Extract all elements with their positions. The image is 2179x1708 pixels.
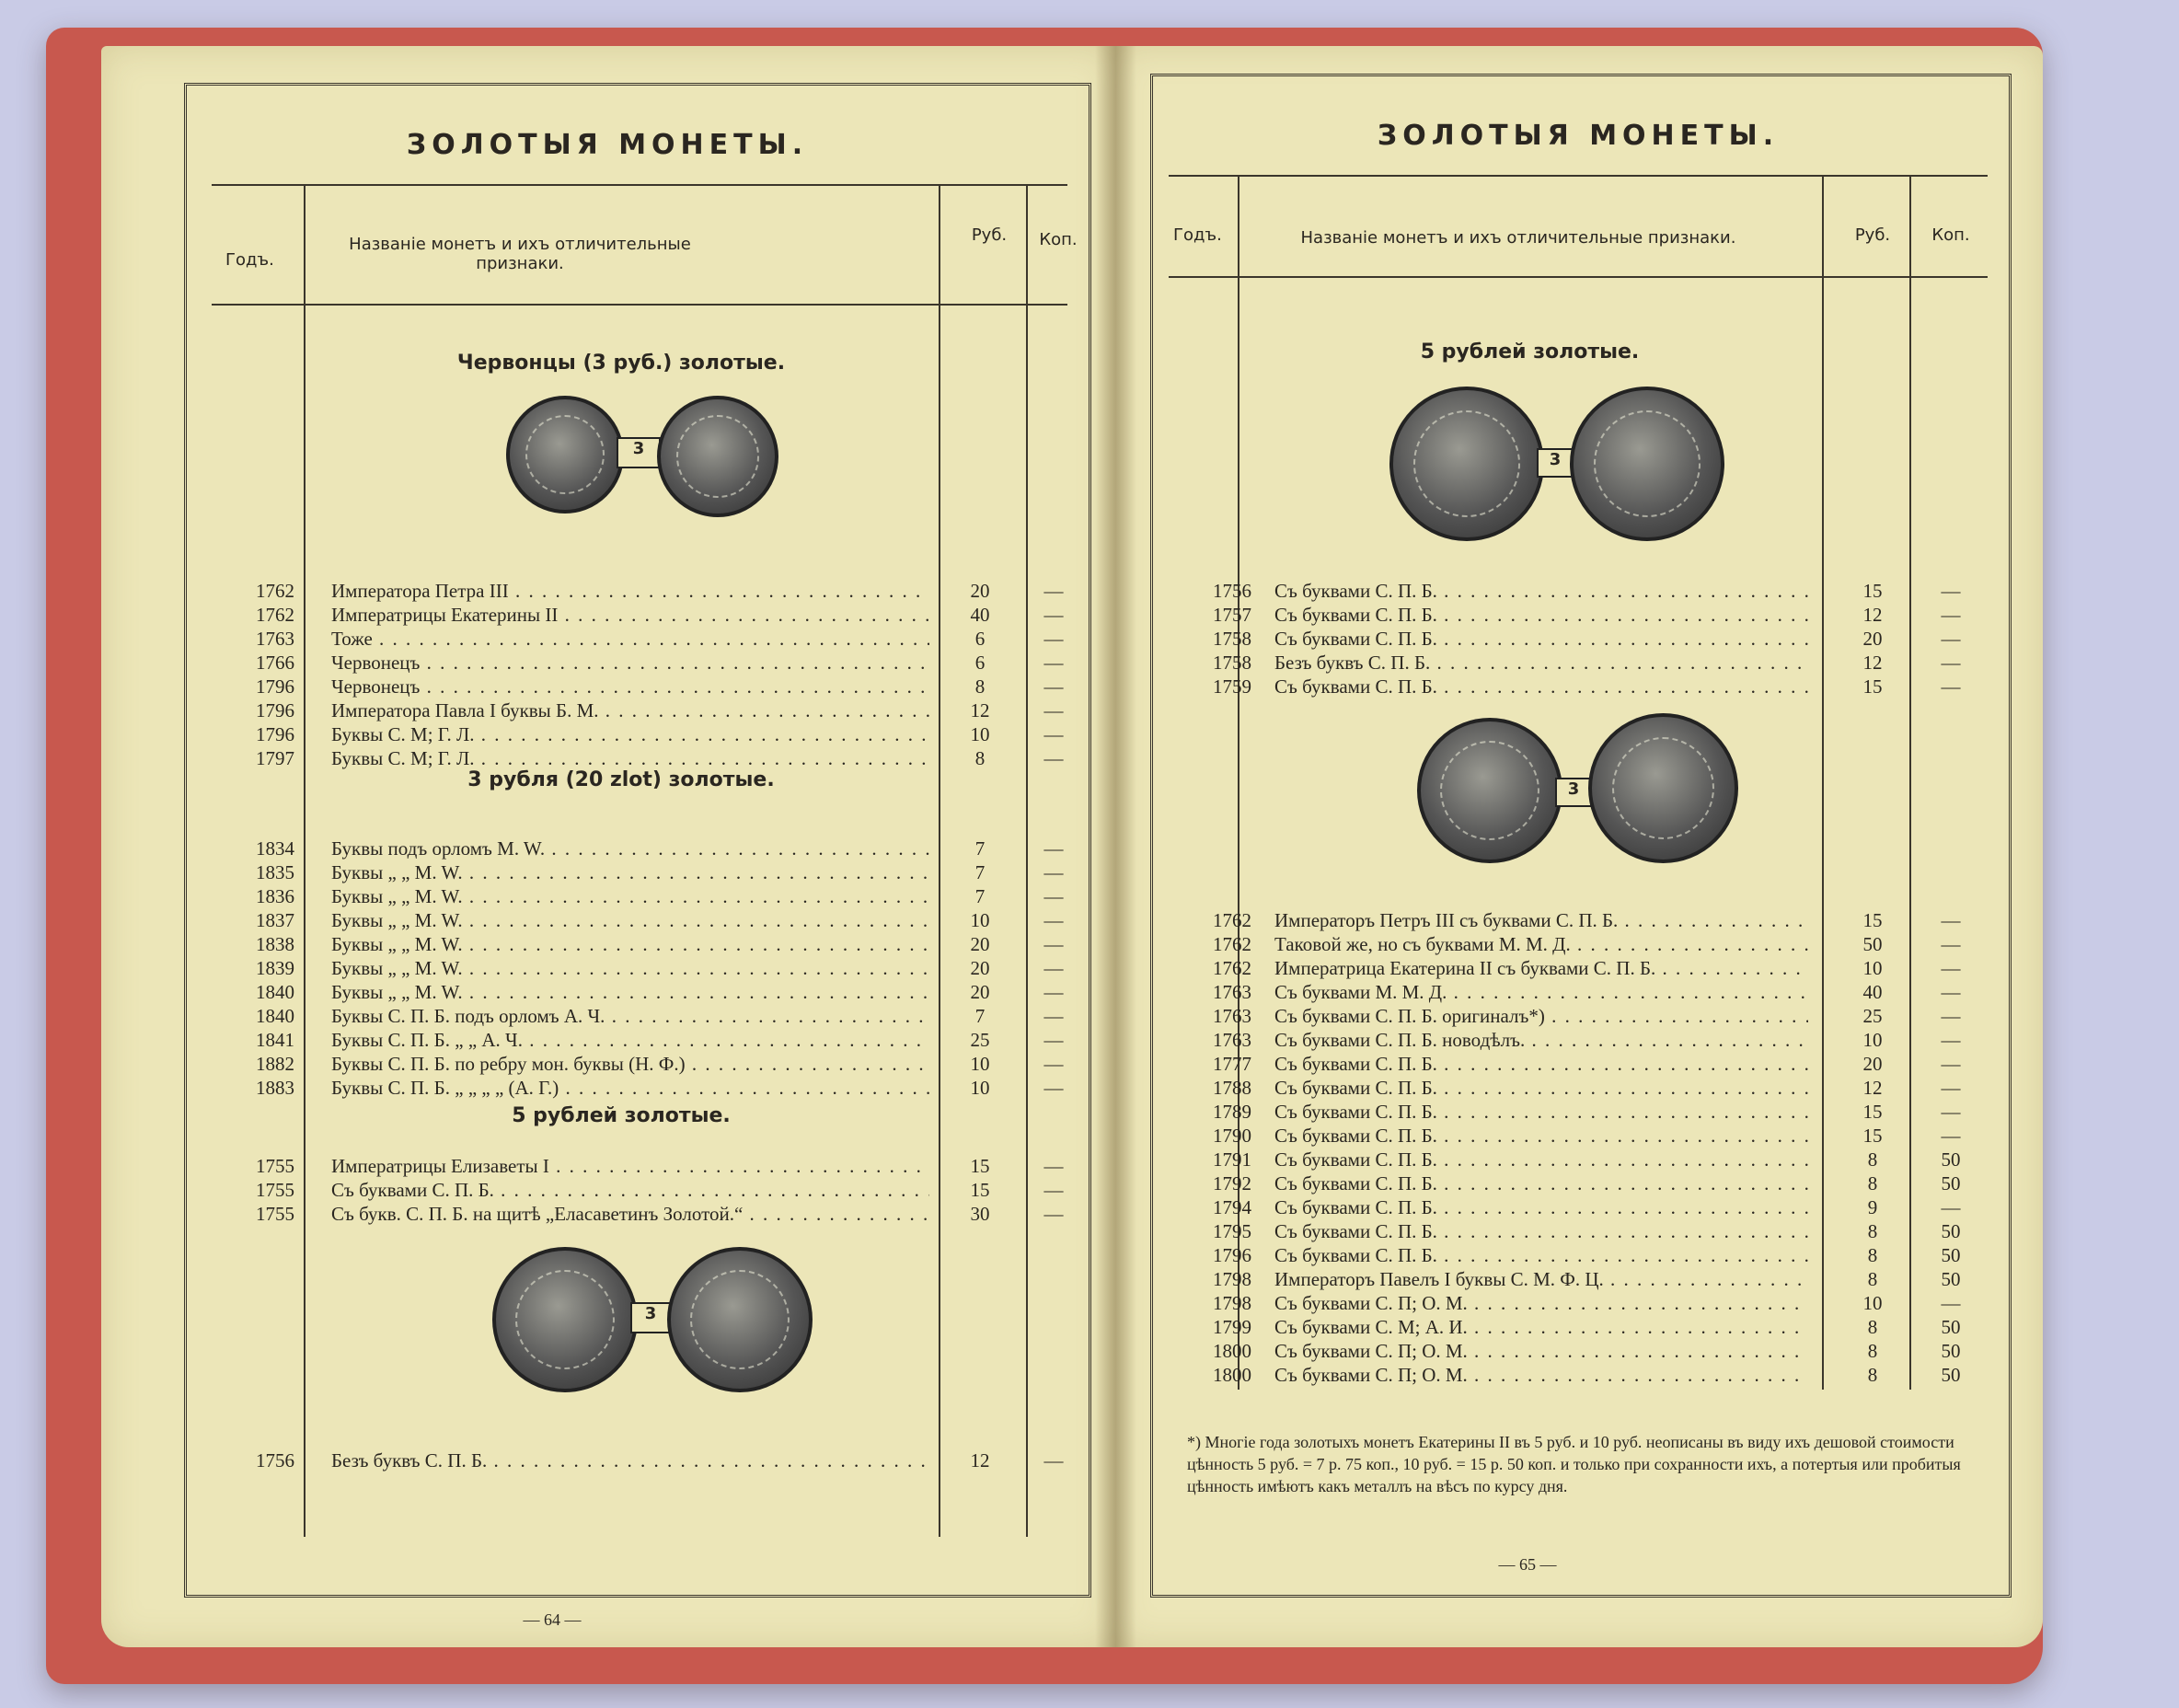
footnote: *) Многіе года золотыхъ монетъ Екатерины II въ 5 руб. и 10 руб. неописаны въ виду ихъ дешовой стоимости цѣнность 5 руб. = 7 р. 75 коп., 10 руб. = 15 р. 50 коп. и только при сохранности ихъ, а потертыя или пробитыя цѣнность имѣютъ какъ металлъ на вѣсъ по курсу дня. [1187,1433,1961,1495]
row-year: 1763 [1213,1029,1251,1051]
table-row [1169,957,1997,981]
row-kop: — [1043,933,1064,955]
row-name: Съ буквами С. П. Б. . . . [1274,1101,1808,1124]
row-rub: 6 [974,628,986,650]
header-year-right: Годъ. [1173,225,1222,245]
section-title-5-rublei: 5 рублей золотые. [512,1104,731,1127]
header-kop: Коп. [1039,230,1078,249]
table-row [212,1077,1086,1101]
row-kop: — [1941,652,1961,674]
table-row [1169,933,1997,957]
row-year: 1755 [256,1203,294,1225]
row-name: Буквы „ „ M. W. . . . [331,909,929,932]
table-row [212,1155,1086,1179]
row-rub: 12 [1862,652,1883,674]
row-year: 1840 [256,1005,294,1027]
row-name: Безъ буквъ С. П. Б. . . . [331,1449,929,1472]
row-rub: 8 [1867,1316,1878,1338]
header-rub: Руб. [971,225,1008,245]
row-kop: 50 [1941,1148,1961,1171]
table-row [212,1005,1086,1029]
row-year: 1797 [256,747,294,769]
section-title-right: 5 рублей золотые. [1420,340,1640,364]
row-year: 1841 [256,1029,294,1051]
coin-obverse-image [506,396,624,514]
table-row [212,909,1086,933]
row-year: 1838 [256,933,294,955]
row-kop: — [1941,1077,1961,1099]
row-kop: — [1043,1179,1064,1201]
coin-peter-iii-image [1588,713,1738,863]
row-name: Съ буквами С. П. Б. . . . [1274,1077,1808,1100]
row-name: Съ буквами С. П. Б. . . . [1274,675,1808,698]
row-name: Съ буквами С. П; О. М. . . . [1274,1340,1808,1363]
table-row [212,699,1086,723]
table-row [1169,1244,1997,1268]
row-kop: — [1043,1029,1064,1051]
row-year: 1762 [1213,909,1251,931]
row-name: Съ буквами С. П. Б. . . . [1274,1244,1808,1267]
table-row [1169,1029,1997,1053]
row-rub: 20 [970,580,990,602]
row-name: Буквы „ „ M. W. . . . [331,861,929,884]
row-name: Буквы С. М; Г. Л. . . . [331,747,929,770]
row-year: 1799 [1213,1316,1251,1338]
row-kop: — [1941,1125,1961,1147]
row-rub: 30 [970,1203,990,1225]
table-row [212,1053,1086,1077]
row-rub: 6 [974,652,986,674]
row-year: 1758 [1213,628,1251,650]
row-year: 1756 [1213,580,1251,602]
row-kop: — [1043,1077,1064,1099]
row-year: 1798 [1213,1292,1251,1314]
table-row [212,885,1086,909]
coin-reverse-image [657,396,778,517]
row-kop: — [1043,723,1064,745]
row-name: Съ буквами С. П. Б. . . . [1274,628,1808,651]
row-rub: 10 [1862,957,1883,979]
coin-elizabeth-reverse-image [667,1247,813,1392]
row-rub: 7 [974,861,986,883]
row-rub: 12 [970,699,990,721]
row-kop: — [1941,1005,1961,1027]
row-rub: 8 [1867,1268,1878,1290]
row-kop: — [1941,1053,1961,1075]
table-row [1169,1292,1997,1316]
row-kop: — [1043,1449,1064,1471]
table-row [1169,1053,1997,1077]
row-name: Съ буквами С. П. Б. . . . [1274,580,1808,603]
row-kop: — [1043,1155,1064,1177]
row-kop: 50 [1941,1172,1961,1194]
row-rub: 10 [970,1053,990,1075]
row-rub: 15 [1862,909,1883,931]
row-kop: — [1043,747,1064,769]
row-kop: — [1043,861,1064,883]
row-name: Императоръ Петръ III съ буквами С. П. Б. . . . [1274,909,1808,932]
table-row [1169,1077,1997,1101]
row-name: Съ буквами С. П. Б. . . . [1274,1148,1808,1171]
row-kop: 50 [1941,1268,1961,1290]
coin-catherine-image [1570,387,1724,541]
row-year: 1792 [1213,1172,1251,1194]
table-row [212,628,1086,652]
row-name: Съ буквами С. П; О. М. . . . [1274,1292,1808,1315]
row-year: 1836 [256,885,294,907]
open-book [46,28,2043,1684]
page-number-65: — 65 — [1498,1555,1557,1574]
row-name: Императрица Екатерина II съ буквами С. П. Б. . . . [1274,957,1808,980]
row-rub: 20 [1862,1053,1883,1075]
row-rub: 10 [970,723,990,745]
row-rub: 8 [1867,1340,1878,1362]
row-kop: — [1941,580,1961,602]
table-row [1169,909,1997,933]
table-row [212,837,1086,861]
coin-connector-label-2: 3 [630,1302,671,1333]
row-name: Буквы С. П. Б. подъ орломъ А. Ч. . . . [331,1005,929,1028]
table-row [212,981,1086,1005]
row-kop: — [1941,1196,1961,1218]
header-rub-right: Руб. [1854,225,1891,245]
row-rub: 50 [1862,933,1883,955]
row-name: Съ буквами С. М; А. И. . . . [1274,1316,1808,1339]
row-rub: 9 [1867,1196,1878,1218]
row-kop: — [1043,1053,1064,1075]
row-name: Съ буквами С. П. Б. . . . [1274,1172,1808,1195]
row-kop: — [1941,675,1961,698]
table-row [1169,1364,1997,1388]
table-row [1169,604,1997,628]
row-year: 1762 [1213,933,1251,955]
row-rub: 25 [970,1029,990,1051]
row-rub: 8 [974,747,986,769]
row-rub: 12 [970,1449,990,1471]
row-rub: 15 [1862,580,1883,602]
row-name: Императора Петра III . . . [331,580,929,603]
table-row [1169,580,1997,604]
table-row [212,861,1086,885]
row-kop: — [1043,580,1064,602]
row-kop: — [1941,957,1961,979]
row-kop: — [1043,909,1064,931]
coin-peter-cross-image [1389,387,1544,541]
row-kop: — [1043,604,1064,626]
row-year: 1762 [256,580,294,602]
row-name: Буквы С. П. Б. „ „ „ „ (А. Г.) . . . [331,1077,929,1100]
row-kop: — [1941,909,1961,931]
row-year: 1788 [1213,1077,1251,1099]
row-kop: 50 [1941,1244,1961,1266]
header-name-right: Названіе монетъ и ихъ отличительные признаки. [1300,228,1736,248]
table-row [1169,675,1997,699]
row-name: Тоже . . . [331,628,929,651]
row-rub: 8 [1867,1220,1878,1242]
book-gutter [1095,46,1136,1647]
row-kop: — [1941,628,1961,650]
header-year: Годъ. [225,250,274,270]
row-year: 1763 [1213,1005,1251,1027]
row-name: Съ буквами С. П. Б. оригиналъ*) . . . [1274,1005,1808,1028]
table-row [1169,652,1997,675]
row-rub: 10 [970,1077,990,1099]
row-year: 1794 [1213,1196,1251,1218]
table-row [212,604,1086,628]
row-year: 1800 [1213,1364,1251,1386]
row-kop: — [1043,699,1064,721]
row-rub: 10 [1862,1292,1883,1314]
header-name: Названіе монетъ и ихъ отличительные признаки. [349,235,691,273]
table-row [1169,1316,1997,1340]
table-row [212,675,1086,699]
table-row [1169,1196,1997,1220]
row-name: Червонецъ . . . [331,675,929,698]
row-kop: — [1043,652,1064,674]
table-row [212,1029,1086,1053]
row-name: Императрицы Екатерины II . . . [331,604,929,627]
row-year: 1763 [256,628,294,650]
row-rub: 20 [970,981,990,1003]
row-year: 1755 [256,1179,294,1201]
header-bottom-rule-right [1169,276,1988,278]
row-kop: 50 [1941,1364,1961,1386]
row-name: Буквы С. П. Б. по ребру мон. буквы (Н. Ф.) . . . [331,1053,929,1076]
table-row [1169,1005,1997,1029]
row-kop: 50 [1941,1220,1961,1242]
row-year: 1766 [256,652,294,674]
row-year: 1789 [1213,1101,1251,1123]
row-kop: — [1941,981,1961,1003]
row-rub: 8 [1867,1364,1878,1386]
row-year: 1796 [256,675,294,698]
row-rub: 15 [1862,1125,1883,1147]
row-name: Буквы „ „ M. W. . . . [331,933,929,956]
row-name: Буквы С. П. Б. „ „ А. Ч. . . . [331,1029,929,1052]
row-year: 1798 [1213,1268,1251,1290]
section-title-chervontsy: Червонцы (3 руб.) золотые. [456,352,786,375]
row-year: 1763 [1213,981,1251,1003]
row-rub: 15 [970,1155,990,1177]
row-kop: — [1941,604,1961,626]
row-year: 1762 [1213,957,1251,979]
row-kop: 50 [1941,1340,1961,1362]
row-year: 1834 [256,837,294,860]
row-rub: 12 [1862,604,1883,626]
table-row [1169,1148,1997,1172]
row-year: 1757 [1213,604,1251,626]
row-rub: 8 [1867,1148,1878,1171]
right-page [1113,46,2043,1647]
row-rub: 8 [1867,1244,1878,1266]
row-year: 1839 [256,957,294,979]
row-name: Императора Павла I буквы Б. М. . . . [331,699,929,722]
page-number-64: — 64 — [523,1610,582,1629]
row-year: 1762 [256,604,294,626]
header-top-rule-right [1169,175,1988,177]
row-kop: — [1941,933,1961,955]
table-row [1169,628,1997,652]
row-name: Буквы „ „ M. W. . . . [331,885,929,908]
row-rub: 7 [974,837,986,860]
row-kop: — [1043,957,1064,979]
row-name: Таковой же, но съ буквами М. М. Д. . . . [1274,933,1808,956]
row-year: 1759 [1213,675,1251,698]
row-year: 1883 [256,1077,294,1099]
row-rub: 20 [970,957,990,979]
section-title-3-rublya: 3 рубля (20 zlot) золотые. [467,768,775,791]
coin-cross-image-2 [1417,718,1562,863]
row-kop: — [1043,1005,1064,1027]
row-year: 1758 [1213,652,1251,674]
row-name: Безъ буквъ С. П. Б. . . . [1274,652,1808,675]
header-kop-right: Коп. [1931,225,1970,245]
row-name: Буквы „ „ M. W. . . . [331,981,929,1004]
row-year: 1791 [1213,1148,1251,1171]
table-row [212,1449,1086,1473]
table-row [212,580,1086,604]
table-row [1169,981,1997,1005]
row-rub: 7 [974,885,986,907]
row-name: Съ буквами С. П. Б. . . . [1274,1220,1808,1243]
row-rub: 25 [1862,1005,1883,1027]
row-kop: — [1043,1203,1064,1225]
row-kop: — [1043,628,1064,650]
table-row [1169,1172,1997,1196]
row-year: 1837 [256,909,294,931]
row-year: 1777 [1213,1053,1251,1075]
row-name: Императрицы Елизаветы I . . . [331,1155,929,1178]
table-row [1169,1125,1997,1148]
table-row [212,1179,1086,1203]
row-year: 1796 [256,699,294,721]
row-rub: 8 [974,675,986,698]
right-page-title: ЗОЛОТЫЯ МОНЕТЫ. [1377,120,1780,152]
row-year: 1755 [256,1155,294,1177]
left-page [101,46,1113,1647]
row-rub: 40 [970,604,990,626]
row-rub: 7 [974,1005,986,1027]
table-row [1169,1220,1997,1244]
row-name: Съ буквами С. П. Б. новодѣлъ. . . . [1274,1029,1808,1052]
row-rub: 15 [970,1179,990,1201]
row-kop: — [1043,885,1064,907]
left-page-title: ЗОЛОТЫЯ МОНЕТЫ. [406,129,809,161]
table-row [212,933,1086,957]
row-rub: 40 [1862,981,1883,1003]
table-row [1169,1268,1997,1292]
row-kop: — [1941,1101,1961,1123]
coin-connector-label: 3 [617,437,661,468]
row-year: 1800 [1213,1340,1251,1362]
row-rub: 15 [1862,675,1883,698]
coin-connector-label-right-2: 3 [1555,778,1592,807]
table-row [212,1203,1086,1227]
row-name: Императоръ Павелъ I буквы С. М. Ф. Ц. . . . [1274,1268,1808,1291]
row-kop: — [1043,675,1064,698]
row-year: 1756 [256,1449,294,1471]
row-kop: — [1941,1292,1961,1314]
row-name: Съ буквами С. П; О. М. . . . [1274,1364,1808,1387]
row-name: Съ буквами С. П. Б. . . . [331,1179,929,1202]
row-kop: — [1043,981,1064,1003]
row-kop: 50 [1941,1316,1961,1338]
row-year: 1882 [256,1053,294,1075]
row-name: Съ буквами М. М. Д. . . . [1274,981,1808,1004]
row-rub: 15 [1862,1101,1883,1123]
row-name: Буквы „ „ M. W. . . . [331,957,929,980]
table-row [212,652,1086,675]
row-rub: 20 [970,933,990,955]
row-kop: — [1941,1029,1961,1051]
table-row [1169,1340,1997,1364]
row-name: Съ буквами С. П. Б. . . . [1274,1125,1808,1148]
row-rub: 12 [1862,1077,1883,1099]
table-row [1169,1101,1997,1125]
row-year: 1796 [256,723,294,745]
row-rub: 8 [1867,1172,1878,1194]
row-year: 1840 [256,981,294,1003]
row-name: Съ букв. С. П. Б. на щитѣ „Еласаветинъ Золотой.“ . . . [331,1203,929,1226]
row-year: 1795 [1213,1220,1251,1242]
row-name: Буквы подъ орломъ M. W. . . . [331,837,929,860]
row-rub: 20 [1862,628,1883,650]
coin-elizabeth-obverse-image [492,1247,638,1392]
row-name: Буквы С. М; Г. Л. . . . [331,723,929,746]
table-row [212,723,1086,747]
row-rub: 10 [970,909,990,931]
row-year: 1796 [1213,1244,1251,1266]
row-name: Съ буквами С. П. Б. . . . [1274,604,1808,627]
row-name: Червонецъ . . . [331,652,929,675]
coin-connector-label-right: 3 [1537,448,1574,478]
row-year: 1790 [1213,1125,1251,1147]
row-kop: — [1043,837,1064,860]
row-name: Съ буквами С. П. Б. . . . [1274,1196,1808,1219]
table-row [212,957,1086,981]
row-rub: 10 [1862,1029,1883,1051]
row-name: Съ буквами С. П. Б. . . . [1274,1053,1808,1076]
row-year: 1835 [256,861,294,883]
